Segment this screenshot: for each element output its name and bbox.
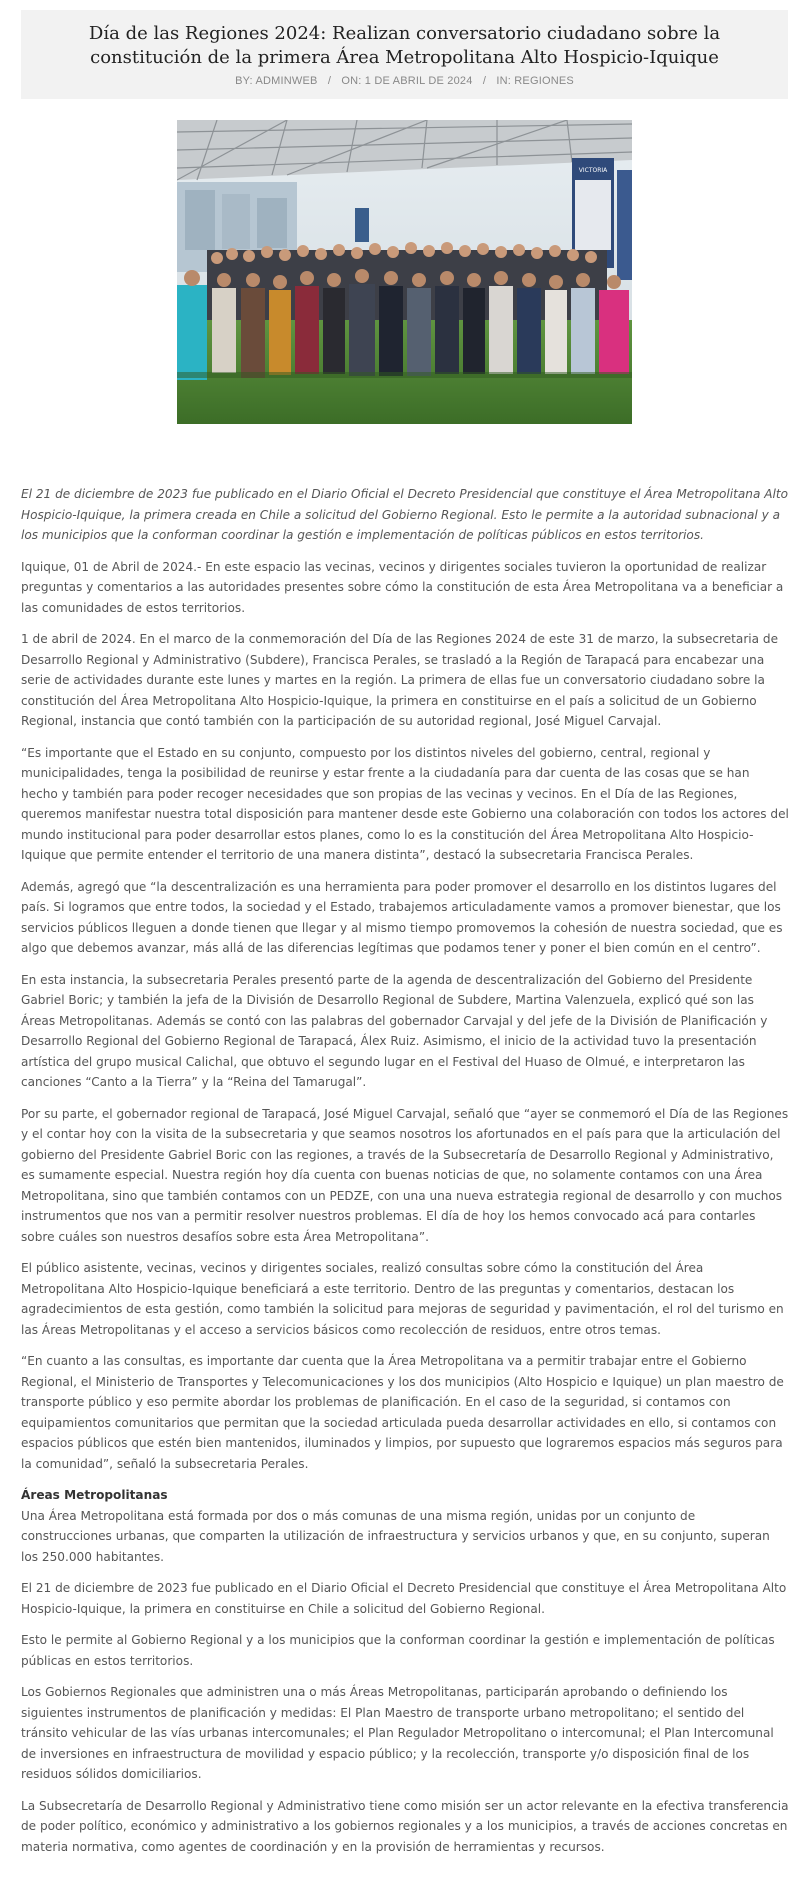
post-date: 1 DE ABRIL DE 2024 [364,75,473,87]
paragraph: En esta instancia, la subsecretaria Perales presentó parte de la agenda de descentralización del Gobierno del Presidente Gabriel Boric; y también la jefa de la División de Desarrollo Regional de Subdere, Martina Valenzuela, explicó qué son las Áreas Metropolitanas. Además se contó con las palabras del gobernador Carvajal y del jefe de la División de Planificación y Desarrollo Regional del Gobierno Regional de Tarapacá, Álex Ruiz. Asimismo, el inicio de la actividad tuvo la presentación artística del grupo musical Calichal, que obtuvo el segundo lugar en el Festival del Huaso de Olmué, e interpretaron las canciones “Canto a la Tierra” y la “Reina del Tamarugal”. [21,972,768,1089]
by-label: BY: [235,75,253,87]
paragraph: La Subsecretaría de Desarrollo Regional y Administrativo tiene como misión ser un actor relevante en la efectiva transferencia de poder político, económico y administrativo a los gobiernos regionales y a los municipios, a través de acciones concretas en materia normativa, como agentes de coordinación y en la provisión de herramientas y recursos. [21,1798,789,1854]
paragraph: El público asistente, vecinas, vecinos y dirigentes sociales, realizó consultas sobre cómo la constitución del Área Metropolitana Alto Hospicio-Iquique beneficiará a este territorio. Dentro de las preguntas y comentarios, destacan los agradecimientos de esta gestión, como también la solicitud para mejoras de seguridad y pavimentación, el rol del turismo en las Áreas Metropolitanas y el acceso a servicios básicos como recolección de residuos, entre otros temas. [21,1261,784,1337]
in-label: IN: [496,75,511,87]
paragraph: Por su parte, el gobernador regional de Tarapacá, José Miguel Carvajal, señaló que “ayer se conmemoró el Día de las Regiones y el contar hoy con la visita de la subsecretaria y que seamos nosotros los afortunados en el país para que la articulación del gobierno del Presidente Gabriel Boric con las regiones, a través de la Subsecretaría de Desarrollo Regional y Administrativo, es sumamente especial. Nuestra región hoy día cuenta con buenas noticias de que, no solamente contamos con una Área Metropolitana, sino que también contamos con un PEDZE, con una una nueva estrategia regional de desarrollo y con muchos instrumentos que nos van a permitir resolver nuestros problemas. El día de hoy los hemos convocado acá para contarles sobre cuáles son nuestros desafíos sobre esta Área Metropolitana”. [21,1106,789,1244]
article-body [21,484,789,1868]
article-lead: El 21 de diciembre de 2023 fue publicado en el Diario Oficial el Decreto Presidencial que constituye el Área Metropolitana Alto Hospicio-Iquique, la primera creada en Chile a solicitud del Gobierno Regional. Esto le permite a la autoridad subnacional y a los municipios que la conforman coordinar la gestión e implementación de políticas públicos en estos territorios. [21,487,788,542]
post-meta [21,75,788,87]
post-header [21,10,788,99]
author-link[interactable]: ADMINWEB [255,75,318,87]
category-link[interactable]: REGIONES [514,75,574,87]
paragraph: Los Gobiernos Regionales que administren una o más Áreas Metropolitanas, participarán aprobando o definiendo los siguientes instrumentos de planificación y medidas: El Plan Maestro de transporte urbano metropolitano; el sentido del tránsito vehicular de las vías urbanas intercomunales; el Plan Regulador Metropolitano o intercomunal; el Plan Intercomunal de inversiones en infraestructura de movilidad y espacio público; y la recolección, transporte y/o disposición final de los residuos sólidos domiciliarios. [21,1685,774,1781]
on-label: ON: [341,75,362,87]
paragraph: Esto le permite al Gobierno Regional y a los municipios que la conforman coordinar la gestión e implementación de políticas públicas en estos territorios. [21,1633,775,1668]
paragraph: “Es importante que el Estado en su conjunto, compuesto por los distintos niveles del gobierno, central, regional y municipalidades, tenga la posibilidad de reunirse y estar frente a la ciudadanía para dar cuenta de las cosas que se han hecho y también para poder recoger necesidades que son propias de las vecinas y vecinos. En el Día de las Regiones, queremos manifestar nuestra total disposición para mantener desde este Gobierno una colaboración con todos los actores del mundo institucional para poder desarrollar estos planes, como lo es la constitución del Área Metropolitana Alto Hospicio-Iquique que permite entender el territorio de una manera distinta”, destacó la subsecretaria Francisca Perales. [21,745,789,862]
group-photo [177,120,632,424]
meta-separator: / [327,75,332,87]
featured-image [177,120,632,424]
paragraph: 1 de abril de 2024. En el marco de la conmemoración del Día de las Regiones 2024 de este 31 de marzo, la subsecretaria de Desarrollo Regional y Administrativo (Subdere), Francisca Perales, se trasladó a la Región de Tarapacá para encabezar una serie de actividades durante este lunes y martes en la región. La primera de ellas fue un conversatorio ciudadano sobre la constitución del Área Metropolitana Alto Hospicio-Iquique, la primera en constituirse en el país a solicitud de un Gobierno Regional, instancia que contó también con la participación de su autoridad regional, José Miguel Carvajal. [21,632,779,728]
paragraph: El 21 de diciembre de 2023 fue publicado en el Diario Oficial el Decreto Presidencial que constituye el Área Metropolitana Alto Hospicio-Iquique, la primera en constituirse en Chile a solicitud del Gobierno Regional. [21,1581,787,1616]
section-heading: Áreas Metropolitanas [21,1488,168,1502]
paragraph: Iquique, 01 de Abril de 2024.- En este espacio las vecinas, vecinos y dirigentes sociales tuvieron la oportunidad de realizar preguntas y comentarios a las autoridades presentes sobre cómo la constitución de esta Área Metropolitana va a beneficiar a las comunidades de estos territorios. [21,559,784,615]
paragraph: Una Área Metropolitana está formada por dos o más comunas de una misma región, unidas por un conjunto de construcciones urbanas, que comparten la utilización de infraestructura y servicios urbanos y que, en su conjunto, superan los 250.000 habitantes. [21,1508,770,1564]
paragraph: Además, agregó que “la descentralización es una herramienta para poder promover el desarrollo en los distintos lugares del país. Si logramos que entre todos, la sociedad y el Estado, trabajemos articuladamente vamos a promover bienestar, que los servicios públicos lleguen a donde tienen que llegar y al mismo tiempo promovemos la cohesión de nuestra sociedad, que es algo que debemos avanzar, más allá de las diferencias legítimas que podamos tener y poner el bien común en el centro”. [21,879,783,955]
paragraph: “En cuanto a las consultas, es importante dar cuenta que la Área Metropolitana va a permitir trabajar entre el Gobierno Regional, el Ministerio de Transportes y Telecomunicaciones y los dos municipios (Alto Hospicio e Iquique) un plan maestro de transporte público y eso permite abordar los problemas de planificación. En el caso de la seguridad, si contamos con equipamientos comunitarios que permitan que la sociedad articulada pueda desarrollar actividades en ello, si contamos con espacios públicos que estén bien mantenidos, iluminados y limpios, por supuesto que lograremos espacios más seguros para la comunidad”, señaló la subsecretaria Perales. [21,1354,784,1471]
post-title: Día de las Regiones 2024: Realizan conversatorio ciudadano sobre la constitución de la primera Área Metropolitana Alto Hospicio-Iquique [88,23,721,68]
meta-separator: / [482,75,487,87]
banner-text: VICTORIA [578,167,608,174]
